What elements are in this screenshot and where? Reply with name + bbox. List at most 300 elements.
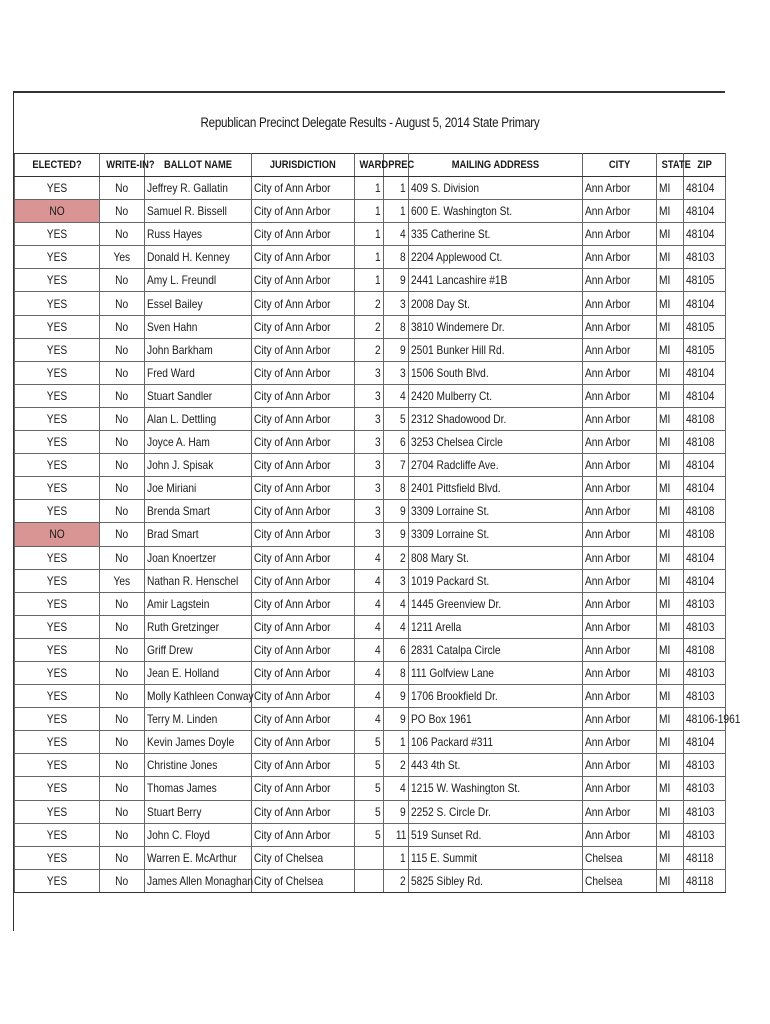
ballot-name-cell: Russ Hayes bbox=[145, 223, 252, 246]
prec-cell: 4 bbox=[384, 777, 409, 800]
ward-cell: 3 bbox=[355, 454, 384, 477]
ward-cell: 2 bbox=[355, 338, 384, 361]
elected-cell: YES bbox=[15, 708, 100, 731]
elected-cell: YES bbox=[15, 569, 100, 592]
state-cell: MI bbox=[657, 777, 684, 800]
prec-cell: 4 bbox=[384, 223, 409, 246]
city-cell: Chelsea bbox=[583, 869, 657, 892]
ballot-name-cell: John J. Spisak bbox=[145, 454, 252, 477]
jurisdiction-cell: City of Ann Arbor bbox=[252, 454, 355, 477]
ballot-name-cell: Molly Kathleen Conway bbox=[145, 685, 252, 708]
state-cell: MI bbox=[657, 592, 684, 615]
elected-cell: YES bbox=[15, 361, 100, 384]
city-cell: Ann Arbor bbox=[583, 477, 657, 500]
zip-cell: 48104 bbox=[684, 546, 726, 569]
city-cell: Ann Arbor bbox=[583, 523, 657, 546]
mailing-address-cell: 1706 Brookfield Dr. bbox=[409, 685, 583, 708]
jurisdiction-cell: City of Ann Arbor bbox=[252, 315, 355, 338]
table-row bbox=[15, 384, 726, 407]
ballot-name-cell: Amy L. Freundl bbox=[145, 269, 252, 292]
table-row bbox=[15, 361, 726, 384]
state-cell: MI bbox=[657, 477, 684, 500]
zip-cell: 48118 bbox=[684, 846, 726, 869]
writein-cell: No bbox=[100, 592, 145, 615]
elected-cell: YES bbox=[15, 246, 100, 269]
state-cell: MI bbox=[657, 685, 684, 708]
prec-cell: 9 bbox=[384, 338, 409, 361]
city-cell: Ann Arbor bbox=[583, 569, 657, 592]
zip-cell: 48104 bbox=[684, 292, 726, 315]
zip-cell: 48104 bbox=[684, 454, 726, 477]
state-cell: MI bbox=[657, 361, 684, 384]
writein-cell: No bbox=[100, 407, 145, 430]
elected-cell: YES bbox=[15, 615, 100, 638]
table-row bbox=[15, 546, 726, 569]
elected-cell: YES bbox=[15, 454, 100, 477]
ballot-name-cell: Stuart Sandler bbox=[145, 384, 252, 407]
table-row bbox=[15, 846, 726, 869]
prec-cell: 8 bbox=[384, 477, 409, 500]
state-cell: MI bbox=[657, 615, 684, 638]
ballot-name-cell: John Barkham bbox=[145, 338, 252, 361]
city-cell: Ann Arbor bbox=[583, 407, 657, 430]
header-city: CITY bbox=[583, 154, 657, 177]
writein-cell: No bbox=[100, 777, 145, 800]
jurisdiction-cell: City of Ann Arbor bbox=[252, 638, 355, 661]
mailing-address-cell: 3253 Chelsea Circle bbox=[409, 431, 583, 454]
state-cell: MI bbox=[657, 246, 684, 269]
state-cell: MI bbox=[657, 869, 684, 892]
ballot-name-cell: Joan Knoertzer bbox=[145, 546, 252, 569]
jurisdiction-cell: City of Ann Arbor bbox=[252, 800, 355, 823]
elected-cell: YES bbox=[15, 338, 100, 361]
elected-cell: YES bbox=[15, 315, 100, 338]
table-row bbox=[15, 246, 726, 269]
jurisdiction-cell: City of Ann Arbor bbox=[252, 361, 355, 384]
jurisdiction-cell: City of Ann Arbor bbox=[252, 615, 355, 638]
state-cell: MI bbox=[657, 500, 684, 523]
mailing-address-cell: 2312 Shadowood Dr. bbox=[409, 407, 583, 430]
jurisdiction-cell: City of Ann Arbor bbox=[252, 523, 355, 546]
city-cell: Ann Arbor bbox=[583, 800, 657, 823]
writein-cell: No bbox=[100, 223, 145, 246]
ballot-name-cell: James Allen Monaghan bbox=[145, 869, 252, 892]
elected-cell: YES bbox=[15, 546, 100, 569]
header-zip: ZIP bbox=[684, 154, 726, 177]
ballot-name-cell: Warren E. McArthur bbox=[145, 846, 252, 869]
ballot-name-cell: Kevin James Doyle bbox=[145, 731, 252, 754]
zip-cell: 48108 bbox=[684, 638, 726, 661]
ballot-name-cell: Alan L. Dettling bbox=[145, 407, 252, 430]
jurisdiction-cell: City of Ann Arbor bbox=[252, 477, 355, 500]
zip-cell: 48108 bbox=[684, 431, 726, 454]
elected-cell: YES bbox=[15, 823, 100, 846]
table-row bbox=[15, 869, 726, 892]
jurisdiction-cell: City of Ann Arbor bbox=[252, 731, 355, 754]
city-cell: Ann Arbor bbox=[583, 823, 657, 846]
city-cell: Ann Arbor bbox=[583, 731, 657, 754]
ward-cell: 1 bbox=[355, 246, 384, 269]
state-cell: MI bbox=[657, 223, 684, 246]
prec-cell: 8 bbox=[384, 246, 409, 269]
prec-cell: 1 bbox=[384, 846, 409, 869]
zip-cell: 48108 bbox=[684, 407, 726, 430]
table-row bbox=[15, 315, 726, 338]
prec-cell: 4 bbox=[384, 384, 409, 407]
writein-cell: No bbox=[100, 431, 145, 454]
prec-cell: 1 bbox=[384, 731, 409, 754]
jurisdiction-cell: City of Ann Arbor bbox=[252, 384, 355, 407]
prec-cell: 4 bbox=[384, 615, 409, 638]
ballot-name-cell: Sven Hahn bbox=[145, 315, 252, 338]
writein-cell: No bbox=[100, 661, 145, 684]
city-cell: Ann Arbor bbox=[583, 592, 657, 615]
ward-cell: 3 bbox=[355, 477, 384, 500]
ward-cell: 3 bbox=[355, 523, 384, 546]
jurisdiction-cell: City of Ann Arbor bbox=[252, 708, 355, 731]
elected-cell: YES bbox=[15, 638, 100, 661]
prec-cell: 1 bbox=[384, 200, 409, 223]
jurisdiction-cell: City of Chelsea bbox=[252, 846, 355, 869]
state-cell: MI bbox=[657, 638, 684, 661]
state-cell: MI bbox=[657, 546, 684, 569]
table-row bbox=[15, 685, 726, 708]
elected-cell: YES bbox=[15, 384, 100, 407]
zip-cell: 48104 bbox=[684, 177, 726, 200]
elected-cell: YES bbox=[15, 223, 100, 246]
ward-cell: 1 bbox=[355, 269, 384, 292]
table-row bbox=[15, 823, 726, 846]
writein-cell: No bbox=[100, 638, 145, 661]
state-cell: MI bbox=[657, 823, 684, 846]
writein-cell: No bbox=[100, 315, 145, 338]
header-prec: PREC bbox=[384, 154, 409, 177]
prec-cell: 6 bbox=[384, 431, 409, 454]
writein-cell: No bbox=[100, 823, 145, 846]
mailing-address-cell: 1445 Greenview Dr. bbox=[409, 592, 583, 615]
prec-cell: 9 bbox=[384, 269, 409, 292]
table-row bbox=[15, 223, 726, 246]
ward-cell: 4 bbox=[355, 708, 384, 731]
mailing-address-cell: 2401 Pittsfield Blvd. bbox=[409, 477, 583, 500]
elected-cell: YES bbox=[15, 846, 100, 869]
jurisdiction-cell: City of Ann Arbor bbox=[252, 546, 355, 569]
ward-cell bbox=[355, 846, 384, 869]
mailing-address-cell: 2501 Bunker Hill Rd. bbox=[409, 338, 583, 361]
writein-cell: No bbox=[100, 754, 145, 777]
ward-cell: 4 bbox=[355, 592, 384, 615]
mailing-address-cell: 3810 Windemere Dr. bbox=[409, 315, 583, 338]
mailing-address-cell: 1506 South Blvd. bbox=[409, 361, 583, 384]
mailing-address-cell: 2252 S. Circle Dr. bbox=[409, 800, 583, 823]
ward-cell: 4 bbox=[355, 685, 384, 708]
zip-cell: 48103 bbox=[684, 754, 726, 777]
jurisdiction-cell: City of Ann Arbor bbox=[252, 592, 355, 615]
ballot-name-cell: Fred Ward bbox=[145, 361, 252, 384]
zip-cell: 48108 bbox=[684, 500, 726, 523]
ward-cell: 4 bbox=[355, 546, 384, 569]
prec-cell: 8 bbox=[384, 315, 409, 338]
prec-cell: 11 bbox=[384, 823, 409, 846]
state-cell: MI bbox=[657, 431, 684, 454]
ward-cell: 2 bbox=[355, 292, 384, 315]
zip-cell: 48105 bbox=[684, 338, 726, 361]
writein-cell: No bbox=[100, 269, 145, 292]
state-cell: MI bbox=[657, 269, 684, 292]
mailing-address-cell: 2704 Radcliffe Ave. bbox=[409, 454, 583, 477]
city-cell: Ann Arbor bbox=[583, 454, 657, 477]
jurisdiction-cell: City of Ann Arbor bbox=[252, 200, 355, 223]
mailing-address-cell: 115 E. Summit bbox=[409, 846, 583, 869]
city-cell: Chelsea bbox=[583, 846, 657, 869]
state-cell: MI bbox=[657, 384, 684, 407]
mailing-address-cell: 2204 Applewood Ct. bbox=[409, 246, 583, 269]
prec-cell: 4 bbox=[384, 592, 409, 615]
city-cell: Ann Arbor bbox=[583, 615, 657, 638]
zip-cell: 48103 bbox=[684, 246, 726, 269]
prec-cell: 9 bbox=[384, 800, 409, 823]
writein-cell: No bbox=[100, 384, 145, 407]
table-row bbox=[15, 431, 726, 454]
mailing-address-cell: 1215 W. Washington St. bbox=[409, 777, 583, 800]
zip-cell: 48104 bbox=[684, 361, 726, 384]
ward-cell: 4 bbox=[355, 661, 384, 684]
results-table bbox=[14, 153, 741, 893]
city-cell: Ann Arbor bbox=[583, 338, 657, 361]
prec-cell: 3 bbox=[384, 361, 409, 384]
sheet-title: Republican Precinct Delegate Results - August 5, 2014 State Primary bbox=[200, 115, 540, 130]
state-cell: MI bbox=[657, 800, 684, 823]
state-cell: MI bbox=[657, 754, 684, 777]
state-cell: MI bbox=[657, 846, 684, 869]
prec-cell: 3 bbox=[384, 292, 409, 315]
ward-cell: 1 bbox=[355, 223, 384, 246]
table-row bbox=[15, 615, 726, 638]
prec-cell: 3 bbox=[384, 569, 409, 592]
elected-cell: YES bbox=[15, 500, 100, 523]
zip-cell: 48103 bbox=[684, 685, 726, 708]
zip-cell: 48103 bbox=[684, 800, 726, 823]
jurisdiction-cell: City of Ann Arbor bbox=[252, 269, 355, 292]
elected-cell: NO bbox=[15, 523, 100, 546]
ballot-name-cell: Brad Smart bbox=[145, 523, 252, 546]
table-row bbox=[15, 177, 726, 200]
zip-cell: 48118 bbox=[684, 869, 726, 892]
city-cell: Ann Arbor bbox=[583, 384, 657, 407]
table-row bbox=[15, 454, 726, 477]
state-cell: MI bbox=[657, 338, 684, 361]
prec-cell: 9 bbox=[384, 708, 409, 731]
table-row bbox=[15, 731, 726, 754]
zip-cell: 48103 bbox=[684, 592, 726, 615]
zip-cell: 48103 bbox=[684, 777, 726, 800]
mailing-address-cell: 3309 Lorraine St. bbox=[409, 523, 583, 546]
writein-cell: Yes bbox=[100, 569, 145, 592]
mailing-address-cell: 3309 Lorraine St. bbox=[409, 500, 583, 523]
city-cell: Ann Arbor bbox=[583, 638, 657, 661]
ballot-name-cell: Essel Bailey bbox=[145, 292, 252, 315]
city-cell: Ann Arbor bbox=[583, 292, 657, 315]
state-cell: MI bbox=[657, 708, 684, 731]
header-ward: WARD bbox=[355, 154, 384, 177]
prec-cell: 9 bbox=[384, 523, 409, 546]
jurisdiction-cell: City of Ann Arbor bbox=[252, 777, 355, 800]
city-cell: Ann Arbor bbox=[583, 661, 657, 684]
header-ballot-name: BALLOT NAME bbox=[145, 154, 252, 177]
state-cell: MI bbox=[657, 292, 684, 315]
jurisdiction-cell: City of Chelsea bbox=[252, 869, 355, 892]
header-writein: WRITE-IN? bbox=[100, 154, 145, 177]
writein-cell: No bbox=[100, 523, 145, 546]
mailing-address-cell: 106 Packard #311 bbox=[409, 731, 583, 754]
header-elected: ELECTED? bbox=[15, 154, 100, 177]
mailing-address-cell: 2831 Catalpa Circle bbox=[409, 638, 583, 661]
elected-cell: YES bbox=[15, 592, 100, 615]
jurisdiction-cell: City of Ann Arbor bbox=[252, 223, 355, 246]
jurisdiction-cell: City of Ann Arbor bbox=[252, 754, 355, 777]
prec-cell: 6 bbox=[384, 638, 409, 661]
prec-cell: 9 bbox=[384, 685, 409, 708]
mailing-address-cell: 2008 Day St. bbox=[409, 292, 583, 315]
ward-cell: 3 bbox=[355, 384, 384, 407]
mailing-address-cell: 111 Golfview Lane bbox=[409, 661, 583, 684]
jurisdiction-cell: City of Ann Arbor bbox=[252, 685, 355, 708]
city-cell: Ann Arbor bbox=[583, 777, 657, 800]
table-row bbox=[15, 569, 726, 592]
writein-cell: Yes bbox=[100, 246, 145, 269]
ballot-name-cell: Nathan R. Henschel bbox=[145, 569, 252, 592]
mailing-address-cell: 808 Mary St. bbox=[409, 546, 583, 569]
prec-cell: 2 bbox=[384, 754, 409, 777]
ward-cell: 4 bbox=[355, 638, 384, 661]
ward-cell: 5 bbox=[355, 777, 384, 800]
writein-cell: No bbox=[100, 708, 145, 731]
ballot-name-cell: Griff Drew bbox=[145, 638, 252, 661]
elected-cell: YES bbox=[15, 754, 100, 777]
ballot-name-cell: Terry M. Linden bbox=[145, 708, 252, 731]
zip-cell: 48106-1961 bbox=[684, 708, 726, 731]
mailing-address-cell: 600 E. Washington St. bbox=[409, 200, 583, 223]
jurisdiction-cell: City of Ann Arbor bbox=[252, 661, 355, 684]
city-cell: Ann Arbor bbox=[583, 200, 657, 223]
writein-cell: No bbox=[100, 500, 145, 523]
ward-cell: 1 bbox=[355, 177, 384, 200]
header-jurisdiction: JURISDICTION bbox=[252, 154, 355, 177]
zip-cell: 48105 bbox=[684, 269, 726, 292]
elected-cell: YES bbox=[15, 869, 100, 892]
elected-cell: YES bbox=[15, 800, 100, 823]
zip-cell: 48104 bbox=[684, 384, 726, 407]
zip-cell: 48103 bbox=[684, 823, 726, 846]
elected-cell: NO bbox=[15, 200, 100, 223]
city-cell: Ann Arbor bbox=[583, 269, 657, 292]
writein-cell: No bbox=[100, 177, 145, 200]
ballot-name-cell: Ruth Gretzinger bbox=[145, 615, 252, 638]
writein-cell: No bbox=[100, 546, 145, 569]
elected-cell: YES bbox=[15, 685, 100, 708]
ward-cell: 4 bbox=[355, 569, 384, 592]
ward-cell bbox=[355, 869, 384, 892]
table-row bbox=[15, 292, 726, 315]
writein-cell: No bbox=[100, 731, 145, 754]
state-cell: MI bbox=[657, 523, 684, 546]
ward-cell: 5 bbox=[355, 800, 384, 823]
elected-cell: YES bbox=[15, 292, 100, 315]
header-state: STATE bbox=[657, 154, 684, 177]
city-cell: Ann Arbor bbox=[583, 361, 657, 384]
jurisdiction-cell: City of Ann Arbor bbox=[252, 500, 355, 523]
city-cell: Ann Arbor bbox=[583, 431, 657, 454]
ward-cell: 3 bbox=[355, 431, 384, 454]
elected-cell: YES bbox=[15, 407, 100, 430]
elected-cell: YES bbox=[15, 177, 100, 200]
ward-cell: 1 bbox=[355, 200, 384, 223]
ward-cell: 3 bbox=[355, 361, 384, 384]
ballot-name-cell: Stuart Berry bbox=[145, 800, 252, 823]
mailing-address-cell: 335 Catherine St. bbox=[409, 223, 583, 246]
state-cell: MI bbox=[657, 454, 684, 477]
writein-cell: No bbox=[100, 685, 145, 708]
state-cell: MI bbox=[657, 569, 684, 592]
prec-cell: 8 bbox=[384, 661, 409, 684]
prec-cell: 2 bbox=[384, 869, 409, 892]
city-cell: Ann Arbor bbox=[583, 500, 657, 523]
jurisdiction-cell: City of Ann Arbor bbox=[252, 292, 355, 315]
spreadsheet-sheet bbox=[13, 91, 741, 931]
table-row bbox=[15, 269, 726, 292]
zip-cell: 48103 bbox=[684, 615, 726, 638]
city-cell: Ann Arbor bbox=[583, 546, 657, 569]
ward-cell: 2 bbox=[355, 315, 384, 338]
prec-cell: 5 bbox=[384, 407, 409, 430]
table-row bbox=[15, 592, 726, 615]
mailing-address-cell: 1019 Packard St. bbox=[409, 569, 583, 592]
mailing-address-cell: 2420 Mulberry Ct. bbox=[409, 384, 583, 407]
ward-cell: 3 bbox=[355, 500, 384, 523]
table-row bbox=[15, 708, 726, 731]
mailing-address-cell: 443 4th St. bbox=[409, 754, 583, 777]
writein-cell: No bbox=[100, 200, 145, 223]
elected-cell: YES bbox=[15, 269, 100, 292]
writein-cell: No bbox=[100, 869, 145, 892]
writein-cell: No bbox=[100, 846, 145, 869]
table-row bbox=[15, 200, 726, 223]
city-cell: Ann Arbor bbox=[583, 754, 657, 777]
table-row bbox=[15, 638, 726, 661]
table-row bbox=[15, 500, 726, 523]
table-body bbox=[15, 177, 741, 893]
elected-cell: YES bbox=[15, 777, 100, 800]
jurisdiction-cell: City of Ann Arbor bbox=[252, 338, 355, 361]
ballot-name-cell: Joe Miriani bbox=[145, 477, 252, 500]
header-mailing-address: MAILING ADDRESS bbox=[409, 154, 583, 177]
zip-cell: 48105 bbox=[684, 315, 726, 338]
ward-cell: 5 bbox=[355, 754, 384, 777]
city-cell: Ann Arbor bbox=[583, 223, 657, 246]
writein-cell: No bbox=[100, 338, 145, 361]
ballot-name-cell: Thomas James bbox=[145, 777, 252, 800]
mailing-address-cell: 5825 Sibley Rd. bbox=[409, 869, 583, 892]
city-cell: Ann Arbor bbox=[583, 708, 657, 731]
prec-cell: 7 bbox=[384, 454, 409, 477]
city-cell: Ann Arbor bbox=[583, 246, 657, 269]
table-row bbox=[15, 523, 726, 546]
zip-cell: 48108 bbox=[684, 523, 726, 546]
ballot-name-cell: Christine Jones bbox=[145, 754, 252, 777]
ward-cell: 5 bbox=[355, 823, 384, 846]
ballot-name-cell: Jean E. Holland bbox=[145, 661, 252, 684]
table-row bbox=[15, 407, 726, 430]
